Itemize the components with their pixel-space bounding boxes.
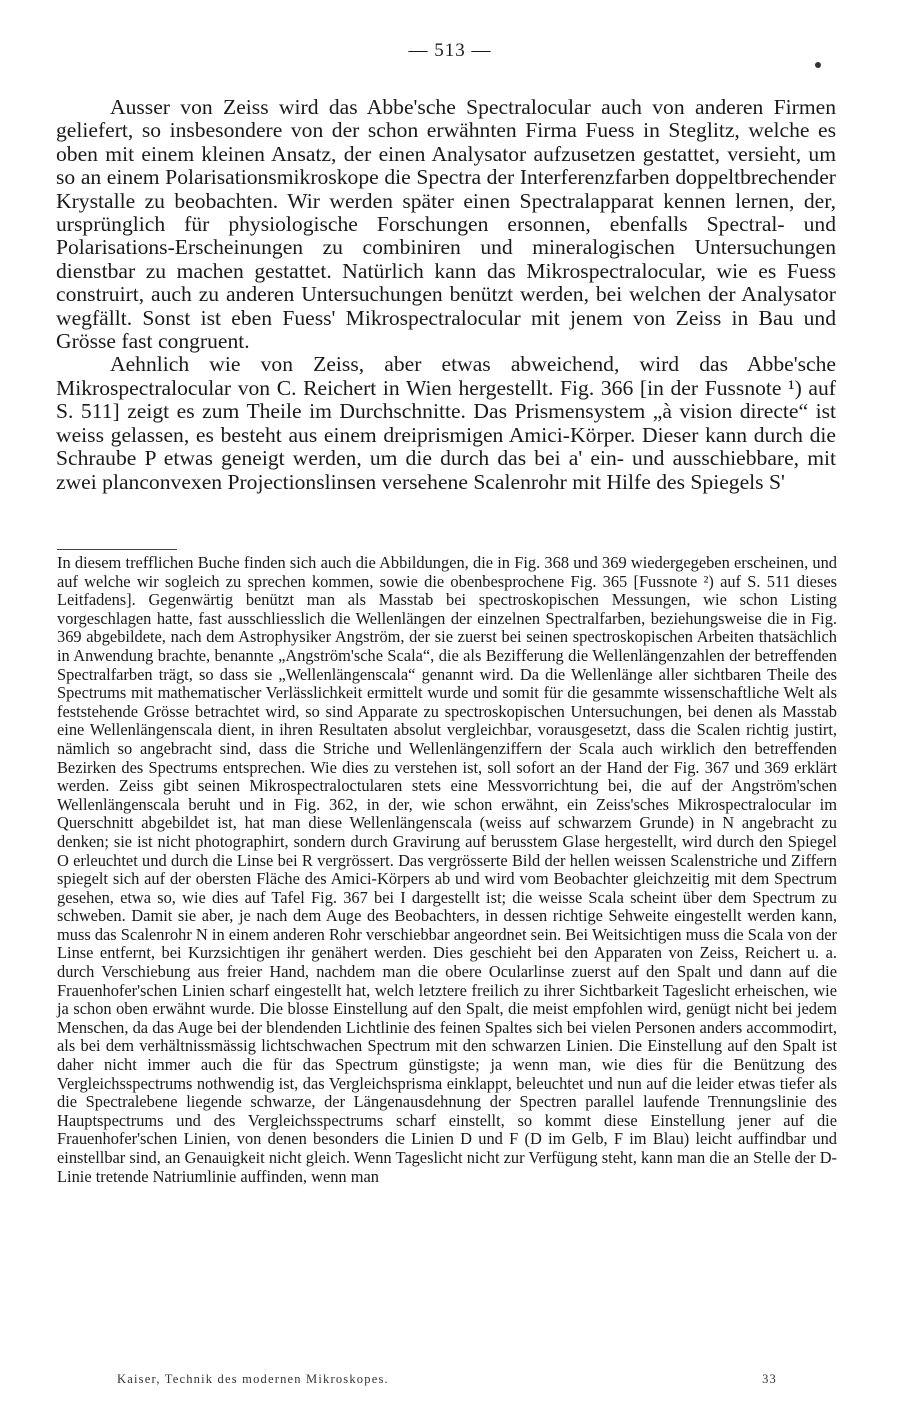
paragraph: Ausser von Zeiss wird das Abbe'sche Spectralocular auch von anderen Firmen geliefert, so insbesondere von der schon erwähnten Firma Fuess in Steglitz, welche es oben mit einem kleinen Ansatz, der einen Analysator aufzusetzen gestattet, versieht, um so an einem Polarisationsmikroskope die Spectra der Interferenzfarben doppeltbrechender Krystalle zu beobachten. Wir werden später einen Spectralapparat kennen lernen, der, ursprünglich für physiologische Forschungen ersonnen, ebenfalls Spectral- und Polarisations-Erscheinungen zu combiniren und mineralogischen Untersuchungen dienstbar zu machen gestattet. Natürlich kann das Mikrospectralocular, wie es Fuess construirt, auch zu anderen Untersuchungen benützt werden, bei welchen der Analysator wegfällt. Sonst ist eben Fuess' Mikrospectralocular mit jenem von Zeiss in Bau und Grösse fast congruent. [56, 95, 836, 354]
footnote [57, 554, 837, 1186]
main-text [56, 96, 836, 494]
page-footer [117, 1372, 777, 1387]
footnote-rule [57, 549, 177, 550]
ink-speck [815, 62, 821, 68]
page-number: — 513 — [408, 40, 492, 61]
signature-line: Kaiser, Technik des modernen Mikroskopes. [117, 1372, 389, 1386]
footnote-text: In diesem trefflichen Buche finden sich auch die Abbildungen, die in Fig. 368 und 369 wiedergegeben erscheinen, und auf welche wir sogleich zu sprechen kommen, sowie die obenbesprochene Fig. 365 [Fussnote ²) auf S. 511 dieses Leitfadens]. Gegenwärtig benützt man als Masstab bei spectroskopischen Messungen, wie schon Listing vorgeschlagen hatte, fast ausschliesslich die Wellenlängen der einzelnen Spectralfarben, beziehungsweise die in Fig. 369 abgebildete, nach dem Astrophysiker Angström, der sie zuerst bei seinen spectroskopischen Arbeiten thatsächlich in Anwendung brachte, benannte „Angström'sche Scala“, die als Bezifferung die Wellenlängenzahlen der betreffenden Spectralfarben trägt, so dass sie „Wellenlängenscala“ genannt wird. Da die Wellenlänge aller sichtbaren Theile des Spectrums mit mathematischer Verlässlichkeit ermittelt wurde und somit für die gesammte wissenschaftliche Welt als feststehende Grösse betrachtet wird, so sind Apparate zu spectroskopischen Untersuchungen, bei denen als Masstab eine Wellenlängenscala dient, in ihren Resultaten absolut vergleichbar, vorausgesetzt, dass die Scalen richtig justirt, nämlich so angebracht sind, dass die Striche und Wellenlängenziffern der Scala auch wirklich den betreffenden Bezirken des Spectrums entsprechen. Wie dies zu verstehen ist, soll sofort an der Hand der Fig. 367 und 369 erklärt werden. Zeiss gibt seinen Mikrospectraloctularen stets eine Messvorrichtung bei, die auf der Angström'schen Wellenlängenscala beruht und in Fig. 362, in der, wie schon erwähnt, ein Zeiss'sches Mikrospectralocular im Querschnitt abgebildet ist, hat man diese Wellenlängenscala (weiss auf schwarzem Grunde) in N angebracht zu denken; sie ist nicht photographirt, sondern durch Gravirung auf berusstem Glase hergestellt, wird durch den Spiegel O erleuchtet und durch die Linse bei R vergrössert. Das vergrösserte Bild der hellen weissen Scalenstriche und Ziffern spiegelt sich auf der obersten Fläche des Amici-Körpers ab und wird vom Beobachter gleichzeitig mit dem Spectrum gesehen, etwa so, wie dies auf Tafel Fig. 367 bei I dargestellt ist; die weisse Scala scheint über dem Spectrum zu schweben. Damit sie aber, je nach dem Auge des Beobachters, in dessen richtige Sehweite eingestellt werden kann, muss das Scalenrohr N in einem anderen Rohr verschiebbar angeordnet sein. Bei Weitsichtigen muss die Scala von der Linse entfernt, bei Kurzsichtigen ihr genähert werden. Dies geschieht bei den Apparaten von Zeiss, Reichert u. a. durch Verschiebung aus freier Hand, nachdem man die obere Ocularlinse zuerst auf den Spalt und dann auf die Frauenhofer'schen Linien scharf eingestellt hat, welch letztere freilich zu ihrer Sichtbarkeit Tageslicht erheischen, wie ja schon oben erwähnt wurde. Die blosse Einstellung auf den Spalt, die meist empfohlen wird, genügt nicht bei jedem Menschen, da das Auge bei der blendenden Lichtlinie des feinen Spaltes sich bei vielen Personen anders accommodirt, als bei dem verhältnissmässig lichtschwachen Spectrum mit den schwarzen Linien. Die Einstellung auf den Spalt ist daher nicht immer auch die für das Spectrum günstigste; ja wenn man, wie dies für die Benützung des Vergleichsspectrums nothwendig ist, das Vergleichsprisma einklappt, beleuchtet und nun auf die leider etwas tiefer als die Spectralebene liegende schwarze, der Längenausdehnung der Spectren parallel laufende Trennungslinie des Hauptspectrums und des Vergleichsspectrums scharf einstellt, so kommt diese Einstellung jener auf die Frauenhofer'schen Linien, von denen besonders die Linien D und F (D im Gelb, F im Blau) leicht auffindbar und einstellbar sind, an Genauigkeit nicht gleich. Wenn Tageslicht nicht zur Verfügung steht, kann man die an Stelle der D-Linie tretende Natriumlinie auffinden, wenn man [57, 553, 837, 1186]
sheet-mark: 33 [762, 1372, 777, 1386]
paragraph: Aehnlich wie von Zeiss, aber etwas abweichend, wird das Abbe'sche Mikrospectralocular von C. Reichert in Wien hergestellt. Fig. 366 [in der Fussnote ¹) auf S. 511] zeigt es zum Theile im Durchschnitte. Das Prismensystem „à vision directe“ ist weiss gelassen, es besteht aus einem dreiprismigen Amici-Körper. Dieser kann durch die Schraube P etwas geneigt werden, um die durch das bei a' ein- und ausschiebbare, mit zwei planconvexen Projectionslinsen versehene Scalenrohr mit Hilfe des Spiegels S' [56, 352, 836, 494]
